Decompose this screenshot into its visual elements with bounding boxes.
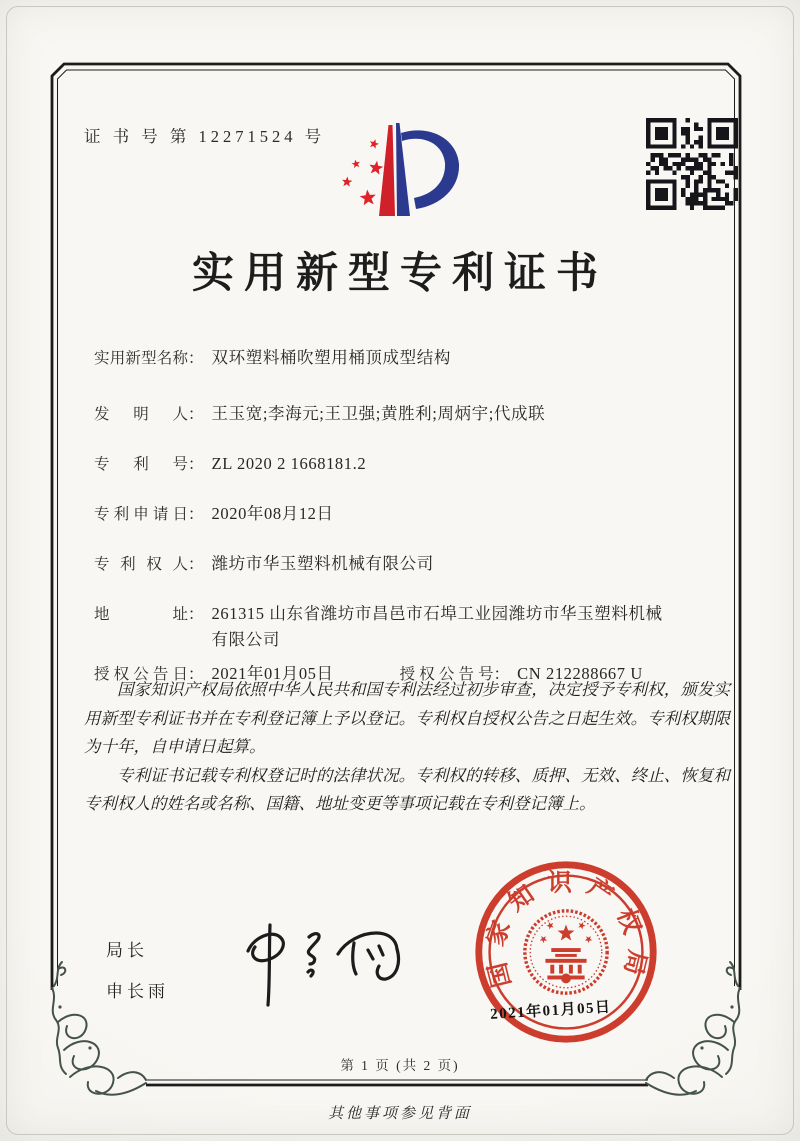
field-label: 实 用 新 型 名 称 — [94, 350, 188, 367]
field-row-patentee: 专 利 权 人 ： 潍坊市华玉塑料机械有限公司 — [94, 551, 714, 577]
logo-p-bowl — [401, 130, 459, 209]
field-row-name: 实 用 新 型 名 称 ： 双环塑料桶吹塑用桶顶成型结构 — [94, 345, 714, 371]
logo-red-wedge — [379, 125, 395, 216]
field-value: 潍坊市华玉塑料机械有限公司 — [211, 554, 434, 573]
qr-code — [646, 118, 738, 210]
grant-number-pair: 授 权 公 告 号 ： CN 212288667 U — [400, 661, 643, 687]
field-row-patent-number: 专 利 号 ： ZL 2020 2 1668181.2 — [94, 451, 714, 477]
field-label: 授 权 公 告 号 — [399, 666, 494, 683]
field-label: 专 利 号 — [94, 456, 188, 473]
seal-national-emblem — [525, 911, 607, 993]
logo-stars — [342, 139, 383, 205]
field-label: 专 利 申 请 日 — [94, 506, 188, 523]
director-signature — [210, 895, 420, 1013]
field-value: CN 212288667 U — [517, 664, 643, 683]
signer-name: 申长雨 — [106, 982, 169, 1001]
statutory-text — [84, 676, 730, 819]
field-label: 专 利 权 人 — [94, 556, 188, 573]
grant-date-pair: 授 权 公 告 日 ： 2021年01月05日 — [94, 661, 334, 687]
field-value: 王玉宽;李海元;王卫强;黄胜利;周炳宇;代成联 — [211, 404, 546, 423]
field-label: 授 权 公 告 日 — [94, 666, 188, 683]
page-number: 第 1 页 (共 2 页) — [340, 1058, 460, 1073]
statutory-paragraph-2: 专利证书记载专利权登记时的法律状况。专利权的转移、质押、无效、终止、恢复和专利权人的姓名或名称、国籍、地址变更等事项记载在专利登记簿上。 — [84, 765, 730, 813]
seal-text: 国家知识产权局 — [481, 869, 651, 990]
field-value: ZL 2020 2 1668181.2 — [211, 454, 367, 473]
fields-section — [94, 345, 714, 711]
signer-title: 局长 — [106, 941, 148, 960]
field-value: 2020年08月12日 — [211, 504, 334, 523]
certificate-number: 证 书 号 第 12271524 号 — [84, 127, 326, 146]
field-label: 地 址 — [94, 606, 188, 623]
back-note: 其他事项参见背面 — [327, 1106, 472, 1122]
field-label: 发 明 人 — [94, 406, 188, 423]
field-row-address: 地 址 ： 261315 山东省潍坊市昌邑市石埠工业园潍坊市华玉塑料机械有限公司 — [94, 601, 714, 653]
field-value: 2021年01月05日 — [211, 664, 334, 683]
field-value: 261315 山东省潍坊市昌邑市石埠工业园潍坊市华玉塑料机械有限公司 — [211, 604, 663, 649]
certificate-title: 实用新型专利证书 — [191, 251, 608, 297]
signer-block — [106, 936, 169, 1002]
field-row-inventors: 发 明 人 ： 王玉宽;李海元;王卫强;黄胜利;周炳宇;代成联 — [94, 401, 714, 427]
field-value: 双环塑料桶吹塑用桶顶成型结构 — [211, 348, 451, 367]
statutory-paragraph-1: 国家知识产权局依照中华人民共和国专利法经过初步审查，决定授予专利权，颁发实用新型专利证书并在专利登记簿上予以登记。专利权自授权公告之日起生效。专利权期限为十年，自申请日起算。 — [84, 680, 730, 756]
cnipa-logo — [333, 116, 467, 220]
field-row-filing-date: 专 利 申 请 日 ： 2020年08月12日 — [94, 501, 714, 527]
seal-date: 2021年01月05日 — [489, 999, 613, 1023]
